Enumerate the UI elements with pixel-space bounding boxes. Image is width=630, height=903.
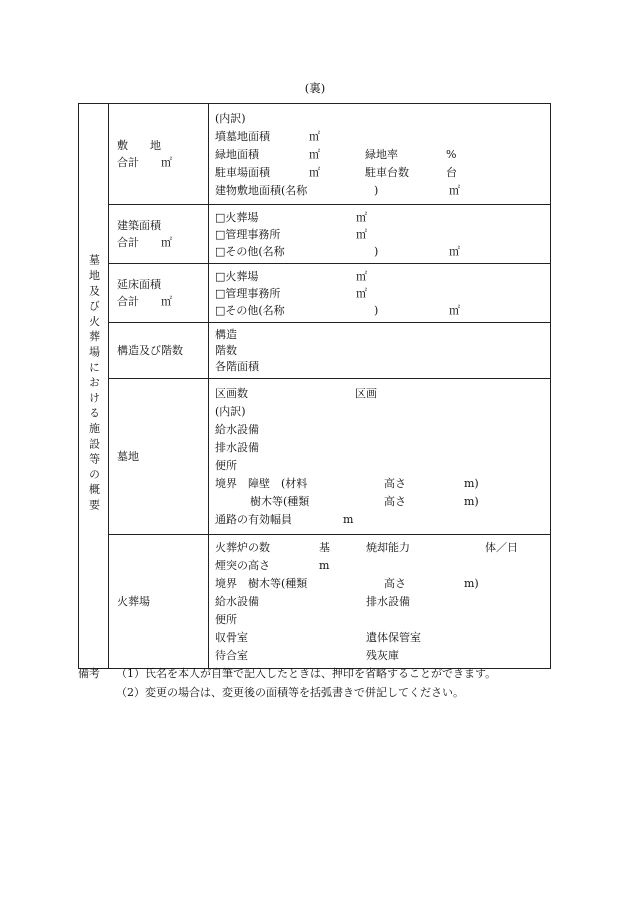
- site-breakdown: (内訳): [215, 111, 246, 125]
- close-paren: ): [374, 245, 379, 258]
- height-label: 高さ: [384, 577, 406, 590]
- boundary-trees-label: 樹木等(種類: [250, 495, 310, 508]
- unit-m: m): [464, 577, 479, 590]
- chimney-height-label: 煙突の高さ: [215, 559, 270, 572]
- drainage-label: 排水設備: [366, 595, 410, 608]
- label-floor-area: [109, 264, 209, 323]
- checkbox-crematorium[interactable]: □火葬場: [215, 211, 259, 224]
- page-heading: (裏): [304, 81, 326, 95]
- close-paren: ): [374, 183, 379, 197]
- label-site-line-2: 合計 ㎡: [117, 156, 172, 169]
- label-building-area-line-1: 建築面積: [117, 219, 161, 232]
- waiting-room-label: 待合室: [215, 649, 248, 662]
- close-paren: ): [374, 304, 379, 317]
- unit-m: m: [319, 559, 330, 572]
- site-building-area-label: 建物敷地面積(名称: [215, 183, 308, 197]
- side-label-cell: [79, 104, 109, 669]
- label-structure-line-1: 構造及び階数: [117, 344, 183, 357]
- checkbox-other[interactable]: □その他(名称: [215, 245, 285, 258]
- toilet-label: 便所: [215, 459, 237, 472]
- boundary-wall-label: 境界 障壁 (材料: [215, 477, 308, 490]
- checkbox-office[interactable]: □管理事務所: [215, 287, 281, 300]
- content-cemetery: [209, 379, 551, 535]
- unit-furnaces: 基: [319, 541, 330, 554]
- label-building-area: [109, 205, 209, 264]
- drainage-label: 排水設備: [215, 441, 259, 454]
- row-building-area: [79, 205, 551, 264]
- site-tomb-area-label: 墳墓地面積: [215, 129, 270, 143]
- capacity-label: 焼却能力: [366, 541, 410, 554]
- content-building-area: [209, 205, 551, 264]
- unit-percent: %: [446, 147, 457, 161]
- remarks-label: 備考: [78, 667, 100, 680]
- label-floor-area-line-1: 延床面積: [117, 278, 161, 291]
- checkbox-office[interactable]: □管理事務所: [215, 228, 281, 241]
- bone-room-label: 収骨室: [215, 631, 248, 644]
- label-cemetery-line-1: 墓地: [117, 450, 139, 463]
- remark-item-1: （1）氏名を本人が自筆で記入したときは、押印を省略することができます。: [116, 667, 497, 680]
- unit-m: m: [343, 513, 354, 526]
- label-structure: [109, 323, 209, 379]
- body-storage-label: 遺体保管室: [366, 631, 421, 644]
- furnace-count-label: 火葬炉の数: [215, 541, 270, 554]
- unit-m: m): [464, 495, 479, 508]
- floors-label: 階数: [215, 344, 237, 357]
- remark-item-2: （2）変更の場合は、変更後の面積等を括弧書きで併記してください。: [116, 686, 464, 699]
- path-width-label: 通路の有効幅員: [215, 513, 292, 526]
- unit-m2: ㎡: [356, 228, 367, 241]
- unit-m: m): [464, 477, 479, 490]
- label-site: [109, 104, 209, 205]
- water-supply-label: 給水設備: [215, 423, 259, 436]
- site-green-ratio-label: 緑地率: [365, 147, 398, 161]
- unit-m2: ㎡: [356, 287, 367, 300]
- label-crematorium: [109, 535, 209, 669]
- floor-area-each-label: 各階面積: [215, 360, 259, 373]
- content-site: [209, 104, 551, 205]
- structure-label: 構造: [215, 328, 237, 341]
- unit-m2: ㎡: [309, 147, 320, 161]
- checkbox-crematorium[interactable]: □火葬場: [215, 270, 259, 283]
- unit-plots: 区画: [355, 387, 377, 400]
- ash-storage-label: 残灰庫: [366, 649, 399, 662]
- content-floor-area: [209, 264, 551, 323]
- content-crematorium: [209, 535, 551, 669]
- remarks: [78, 664, 598, 702]
- boundary-trees-label: 境界 樹木等(種類: [215, 577, 308, 590]
- side-label: 墓地及び火葬場における施設等の概要: [87, 254, 101, 515]
- site-parking-area-label: 駐車場面積: [215, 165, 270, 179]
- row-floor-area: [79, 264, 551, 323]
- unit-m2: ㎡: [309, 165, 320, 179]
- facility-overview-table: [78, 103, 551, 669]
- unit-count: 台: [446, 165, 457, 179]
- row-site: [79, 104, 551, 205]
- content-structure: [209, 323, 551, 379]
- plot-count-label: 区画数: [215, 387, 248, 400]
- unit-m2: ㎡: [449, 304, 460, 317]
- row-cemetery: [79, 379, 551, 535]
- unit-m2: ㎡: [356, 211, 367, 224]
- height-label: 高さ: [384, 495, 406, 508]
- label-crematorium-line-1: 火葬場: [117, 595, 150, 608]
- site-green-area-label: 緑地面積: [215, 147, 259, 161]
- label-cemetery: [109, 379, 209, 535]
- height-label: 高さ: [384, 477, 406, 490]
- row-crematorium: [79, 535, 551, 669]
- checkbox-other[interactable]: □その他(名称: [215, 304, 285, 317]
- label-floor-area-line-2: 合計 ㎡: [117, 295, 172, 308]
- water-supply-label: 給水設備: [215, 595, 259, 608]
- row-structure: [79, 323, 551, 379]
- unit-bodies-per-day: 体／日: [485, 541, 518, 554]
- site-parking-count-label: 駐車台数: [365, 165, 409, 179]
- label-building-area-line-2: 合計 ㎡: [117, 236, 172, 249]
- unit-m2: ㎡: [309, 129, 320, 143]
- toilet-label: 便所: [215, 613, 237, 626]
- cemetery-breakdown: (内訳): [215, 405, 246, 418]
- unit-m2: ㎡: [356, 270, 367, 283]
- unit-m2: ㎡: [449, 183, 460, 197]
- label-site-line-1: 敷 地: [117, 139, 161, 152]
- unit-m2: ㎡: [449, 245, 460, 258]
